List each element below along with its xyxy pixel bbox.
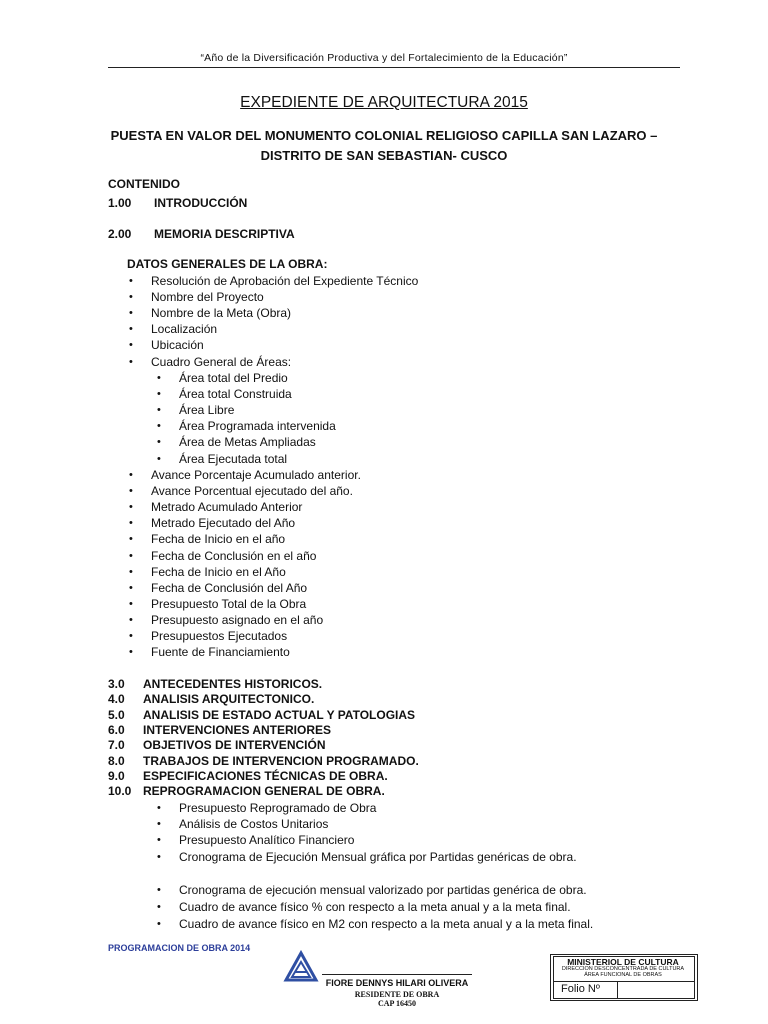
list-item: Ubicación bbox=[151, 338, 204, 353]
bullet-icon: • bbox=[157, 436, 161, 449]
signer-role: RESIDENTE DE OBRA bbox=[354, 990, 440, 999]
section-number: 10.0 bbox=[108, 784, 132, 799]
list-item: Avance Porcentaje Acumulado anterior. bbox=[151, 468, 361, 482]
list-item: Análisis de Costos Unitarios bbox=[179, 817, 329, 832]
section-number: 7.0 bbox=[108, 738, 125, 753]
subtitle-line-2: DISTRITO DE SAN SEBASTIAN- CUSCO bbox=[260, 148, 508, 163]
header-divider bbox=[108, 67, 680, 68]
section-number: 3.0 bbox=[108, 677, 125, 691]
bullet-icon: • bbox=[129, 501, 133, 514]
stamp-title: MINISTERIOL DE CULTURA bbox=[567, 957, 679, 967]
bullet-icon: • bbox=[129, 581, 133, 594]
section-number: 9.0 bbox=[108, 768, 125, 783]
signer-cap: CAP 16450 bbox=[378, 999, 416, 1008]
bullet-icon: • bbox=[157, 404, 161, 417]
bullet-icon: • bbox=[129, 517, 133, 530]
list-item: Área total del Predio bbox=[179, 371, 288, 385]
list-item: Presupuesto Total de la Obra bbox=[151, 596, 307, 611]
bullet-icon: • bbox=[157, 850, 161, 863]
bullet-icon: • bbox=[157, 372, 161, 384]
list-item: Metrado Acumulado Anterior bbox=[151, 500, 303, 515]
list-item: Presupuestos Ejecutados bbox=[151, 629, 288, 643]
stamp-line-2: ÁREA FUNCIONAL DE OBRAS bbox=[584, 972, 662, 978]
list-item: Localización bbox=[151, 322, 218, 337]
bullet-icon: • bbox=[157, 900, 161, 913]
document-title: EXPEDIENTE DE ARQUITECTURA 2015 bbox=[240, 94, 528, 111]
section-label: ANTECEDENTES HISTORICOS. bbox=[143, 677, 323, 691]
bullet-icon: • bbox=[129, 630, 133, 642]
section-number: 4.0 bbox=[108, 692, 125, 707]
contents-heading: CONTENIDO bbox=[108, 177, 180, 191]
subtitle-line-1: PUESTA EN VALOR DEL MONUMENTO COLONIAL RELIGIOSO CAPILLA SAN LAZARO – bbox=[110, 128, 658, 143]
list-item: Presupuesto asignado en el año bbox=[151, 612, 324, 627]
folio-divider bbox=[617, 981, 618, 999]
section-number: 8.0 bbox=[108, 753, 125, 768]
bullet-icon: • bbox=[129, 339, 133, 352]
list-item: Metrado Ejecutado del Año bbox=[151, 516, 296, 531]
section-label: ANALISIS ARQUITECTONICO. bbox=[143, 692, 315, 707]
list-item: Avance Porcentual ejecutado del año. bbox=[151, 484, 353, 499]
bullet-icon: • bbox=[129, 469, 133, 481]
bullet-icon: • bbox=[157, 420, 161, 433]
bullet-icon: • bbox=[129, 613, 133, 626]
list-item: Fuente de Financiamiento bbox=[151, 645, 290, 660]
bullet-icon: • bbox=[157, 834, 161, 847]
section-label: INTRODUCCIÓN bbox=[154, 196, 248, 210]
list-item: Fecha de Inicio en el Año bbox=[151, 564, 286, 579]
program-label: PROGRAMACION DE OBRA 2014 bbox=[108, 943, 251, 953]
bullet-icon: • bbox=[129, 291, 133, 304]
bullet-icon: • bbox=[129, 355, 133, 368]
bullet-icon: • bbox=[129, 597, 133, 610]
institution-logo bbox=[283, 950, 319, 986]
bullet-icon: • bbox=[157, 884, 161, 896]
list-item: Cuadro General de Áreas: bbox=[151, 354, 292, 369]
section-label: TRABAJOS DE INTERVENCION PROGRAMADO. bbox=[143, 753, 419, 768]
section-label: INTERVENCIONES ANTERIORES bbox=[143, 722, 332, 737]
section-label: ANALISIS DE ESTADO ACTUAL Y PATOLOGIAS bbox=[143, 707, 416, 722]
list-item: Nombre del Proyecto bbox=[151, 290, 264, 305]
bullet-icon: • bbox=[129, 323, 133, 336]
section-number: 1.00 bbox=[108, 196, 132, 210]
bullet-icon: • bbox=[129, 533, 133, 546]
list-item: Nombre de la Meta (Obra) bbox=[151, 306, 292, 321]
list-item: Cuadro de avance físico en M2 con respecto a la meta anual y a la meta final. bbox=[179, 916, 594, 931]
section-number: 5.0 bbox=[108, 707, 125, 722]
section-label: REPROGRAMACION GENERAL DE OBRA. bbox=[143, 784, 385, 799]
list-item: Presupuesto Analítico Financiero bbox=[179, 833, 355, 848]
folio-label: Folio Nº bbox=[561, 983, 600, 995]
list-item: Cronograma de Ejecución Mensual gráfica por Partidas genéricas de obra. bbox=[179, 849, 577, 864]
bullet-icon: • bbox=[157, 388, 161, 401]
list-item: Resolución de Aprobación del Expediente Técnico bbox=[151, 274, 419, 288]
list-item: Área Ejecutada total bbox=[179, 451, 288, 466]
datos-generales-heading: DATOS GENERALES DE LA OBRA: bbox=[127, 257, 328, 271]
bullet-icon: • bbox=[157, 452, 161, 465]
list-item: Cronograma de ejecución mensual valorizado por partidas genérica de obra. bbox=[179, 883, 587, 897]
list-item: Área Programada intervenida bbox=[179, 419, 336, 434]
stamp-line-1: DIRECCION DESCONCENTRADA DE CULTURA bbox=[561, 966, 685, 972]
list-item: Cuadro de avance físico % con respecto a la meta anual y a la meta final. bbox=[179, 899, 571, 914]
bullet-icon: • bbox=[129, 307, 133, 320]
section-number: 2.00 bbox=[108, 227, 132, 241]
list-item: Fecha de Conclusión del Año bbox=[151, 580, 308, 595]
bullet-icon: • bbox=[129, 646, 133, 659]
bullet-icon: • bbox=[129, 485, 133, 498]
document-subtitle bbox=[80, 126, 688, 166]
signer-name: FIORE DENNYS HILARI OLIVERA bbox=[325, 978, 469, 988]
bullet-icon: • bbox=[157, 818, 161, 831]
bullet-icon: • bbox=[157, 802, 161, 814]
bullet-icon: • bbox=[157, 917, 161, 930]
list-item: Área de Metas Ampliadas bbox=[179, 435, 316, 450]
bullet-icon: • bbox=[129, 275, 133, 287]
list-item: Fecha de Inicio en el año bbox=[151, 532, 286, 547]
signature-line bbox=[322, 974, 472, 975]
section-label: ESPECIFICACIONES TÉCNICAS DE OBRA. bbox=[143, 768, 388, 783]
list-item: Fecha de Conclusión en el año bbox=[151, 548, 317, 563]
list-item: Presupuesto Reprogramado de Obra bbox=[179, 801, 377, 815]
section-label: MEMORIA DESCRIPTIVA bbox=[154, 227, 295, 241]
list-item: Área total Construida bbox=[179, 387, 292, 402]
header-motto: “Año de la Diversificación Productiva y del Fortalecimiento de la Educación” bbox=[200, 52, 568, 64]
list-item: Área Libre bbox=[179, 403, 235, 418]
section-number: 6.0 bbox=[108, 722, 125, 737]
section-2 bbox=[108, 227, 508, 241]
section-1 bbox=[108, 196, 508, 210]
bullet-icon: • bbox=[129, 549, 133, 562]
bullet-icon: • bbox=[129, 565, 133, 578]
section-label: OBJETIVOS DE INTERVENCIÓN bbox=[143, 738, 326, 753]
